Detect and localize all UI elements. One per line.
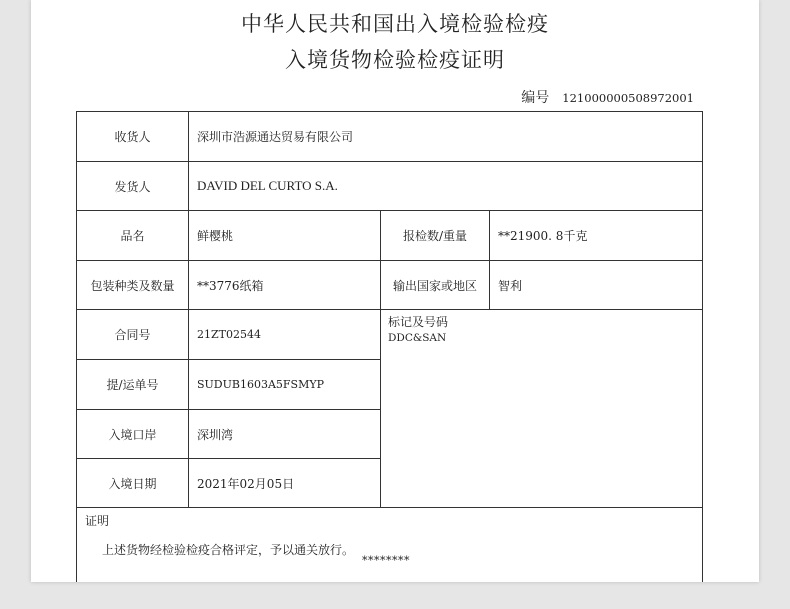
consignor-label: 发货人 <box>76 161 189 211</box>
contract-no-value: 21ZT02544 <box>188 309 381 360</box>
consignee-value: 深圳市浩源通达贸易有限公司 <box>188 111 703 162</box>
certificate-table <box>77 112 704 582</box>
quantity-weight-label: 报检数/重量 <box>380 210 490 261</box>
certification-masked-text: ******** <box>362 554 410 567</box>
document-title: 中华人民共和国出入境检验检疫 <box>241 12 549 36</box>
document-subtitle: 入境货物检验检疫证明 <box>285 48 505 72</box>
product-value: 鲜樱桃 <box>188 210 381 261</box>
marks-label: 标记及号码 <box>388 315 449 329</box>
entry-port-value: 深圳湾 <box>188 409 381 459</box>
packaging-value: **3776纸箱 <box>188 260 381 310</box>
certification-statement: 上述货物经检验检疫合格评定，予以通关放行。 <box>102 543 355 557</box>
marks-box <box>380 309 703 508</box>
packaging-label: 包装种类及数量 <box>76 260 189 310</box>
certification-box <box>76 507 703 582</box>
origin-country-label: 输出国家或地区 <box>380 260 490 310</box>
quantity-weight-value: **21900. 8千克 <box>489 210 703 261</box>
contract-no-label: 合同号 <box>76 309 189 360</box>
marks-value: DDC&SAN <box>388 332 447 344</box>
entry-date-label: 入境日期 <box>76 458 189 508</box>
entry-date-value: 2021年02月05日 <box>188 458 381 508</box>
certificate-number-label: 编号 <box>521 90 550 106</box>
bill-no-value: SUDUB1603A5FSMYP <box>188 359 381 410</box>
entry-port-label: 入境口岸 <box>76 409 189 459</box>
certificate-number <box>521 87 694 107</box>
origin-country-value: 智利 <box>489 260 703 310</box>
bill-no-label: 提/运单号 <box>76 359 189 410</box>
certificate-page <box>31 0 759 582</box>
consignor-value: DAVID DEL CURTO S.A. <box>188 161 703 211</box>
certificate-number-value: 121000000508972001 <box>562 91 694 105</box>
consignee-label: 收货人 <box>76 111 189 162</box>
certification-label: 证明 <box>85 514 110 528</box>
product-label: 品名 <box>76 210 189 261</box>
